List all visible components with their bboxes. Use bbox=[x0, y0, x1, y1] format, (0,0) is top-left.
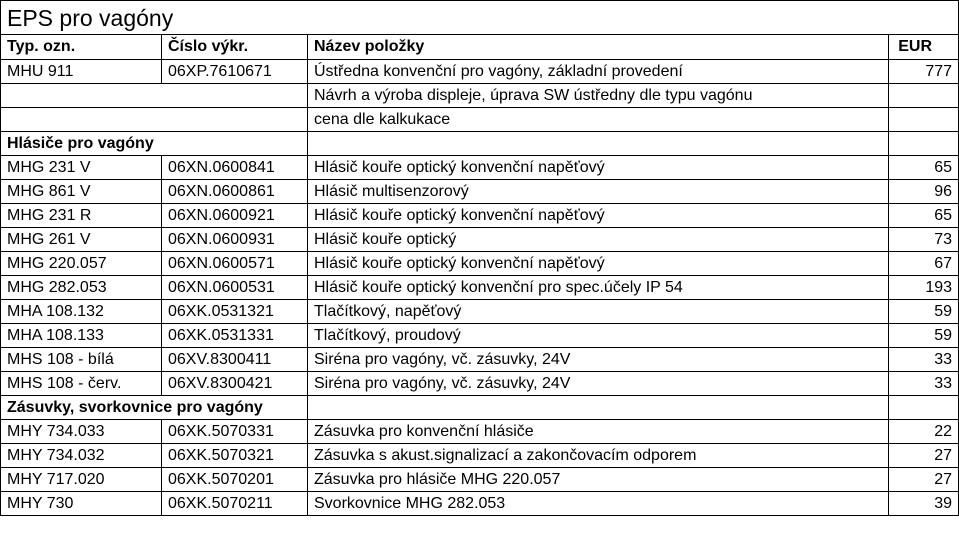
cell-price: 65 bbox=[889, 204, 959, 228]
table-row bbox=[1, 300, 959, 324]
table-row bbox=[1, 228, 959, 252]
cell-price: 193 bbox=[889, 276, 959, 300]
table-row bbox=[1, 324, 959, 348]
cell-empty bbox=[1, 108, 162, 132]
header-price: EUR bbox=[889, 35, 959, 60]
header-drawing: Číslo výkr. bbox=[162, 35, 308, 60]
cell-price: 777 bbox=[889, 60, 959, 84]
cell-price: 33 bbox=[889, 372, 959, 396]
cell-type: MHS 108 - bílá bbox=[1, 348, 162, 372]
cell-name: Hlásič kouře optický bbox=[308, 228, 889, 252]
cell-name: Siréna pro vagóny, vč. zásuvky, 24V bbox=[308, 348, 889, 372]
table-row bbox=[1, 180, 959, 204]
cell-drawing: 06XN.0600921 bbox=[162, 204, 308, 228]
cell-drawing: 06XK.5070211 bbox=[162, 492, 308, 516]
cell-empty bbox=[889, 84, 959, 108]
cell-empty bbox=[308, 132, 889, 156]
cell-name: Hlásič kouře optický konvenční napěťový bbox=[308, 252, 889, 276]
section-row bbox=[1, 132, 959, 156]
cell-name: Tlačítkový, napěťový bbox=[308, 300, 889, 324]
cell-type: MHG 861 V bbox=[1, 180, 162, 204]
header-row bbox=[1, 35, 959, 60]
cell-drawing: 06XK.0531331 bbox=[162, 324, 308, 348]
cell-note: Návrh a výroba displeje, úprava SW ústředny dle typu vagónu bbox=[308, 84, 889, 108]
cell-note: cena dle kalkukace bbox=[308, 108, 889, 132]
cell-drawing: 06XK.0531321 bbox=[162, 300, 308, 324]
cell-price: 22 bbox=[889, 420, 959, 444]
cell-name: Svorkovnice MHG 282.053 bbox=[308, 492, 889, 516]
cell-name: Siréna pro vagóny, vč. zásuvky, 24V bbox=[308, 372, 889, 396]
cell-type: MHG 261 V bbox=[1, 228, 162, 252]
cell-price: 59 bbox=[889, 324, 959, 348]
cell-drawing: 06XV.8300421 bbox=[162, 372, 308, 396]
cell-drawing: 06XK.5070321 bbox=[162, 444, 308, 468]
cell-type: MHY 734.033 bbox=[1, 420, 162, 444]
cell-type: MHY 717.020 bbox=[1, 468, 162, 492]
table-row bbox=[1, 372, 959, 396]
table-row bbox=[1, 156, 959, 180]
cell-drawing: 06XK.5070331 bbox=[162, 420, 308, 444]
cell-name: Tlačítkový, proudový bbox=[308, 324, 889, 348]
header-type: Typ. ozn. bbox=[1, 35, 162, 60]
cell-drawing: 06XN.0600531 bbox=[162, 276, 308, 300]
cell-drawing: 06XN.0600841 bbox=[162, 156, 308, 180]
cell-name: Zásuvka pro konvenční hlásiče bbox=[308, 420, 889, 444]
table-row bbox=[1, 348, 959, 372]
table-row bbox=[1, 252, 959, 276]
cell-type: MHG 231 R bbox=[1, 204, 162, 228]
cell-price: 39 bbox=[889, 492, 959, 516]
cell-type: MHY 730 bbox=[1, 492, 162, 516]
section-row bbox=[1, 396, 959, 420]
cell-drawing: 06XV.8300411 bbox=[162, 348, 308, 372]
cell-price: 27 bbox=[889, 444, 959, 468]
cell-empty bbox=[889, 132, 959, 156]
cell-type: MHU 911 bbox=[1, 60, 162, 84]
cell-empty bbox=[308, 396, 889, 420]
cell-empty bbox=[162, 108, 308, 132]
table-row bbox=[1, 492, 959, 516]
cell-name: Ústředna konvenční pro vagóny, základní provedení bbox=[308, 60, 889, 84]
cell-price: 33 bbox=[889, 348, 959, 372]
cell-price: 73 bbox=[889, 228, 959, 252]
cell-name: Hlásič kouře optický konvenční napěťový bbox=[308, 204, 889, 228]
cell-drawing: 06XK.5070201 bbox=[162, 468, 308, 492]
cell-price: 96 bbox=[889, 180, 959, 204]
cell-price: 65 bbox=[889, 156, 959, 180]
cell-drawing: 06XP.7610671 bbox=[162, 60, 308, 84]
cell-drawing: 06XN.0600861 bbox=[162, 180, 308, 204]
cell-drawing: 06XN.0600931 bbox=[162, 228, 308, 252]
section-title: Hlásiče pro vagóny bbox=[1, 132, 308, 156]
table-row bbox=[1, 276, 959, 300]
title-row bbox=[1, 1, 959, 35]
cell-name: Hlásič kouře optický konvenční napěťový bbox=[308, 156, 889, 180]
cell-type: MHA 108.133 bbox=[1, 324, 162, 348]
table-row bbox=[1, 420, 959, 444]
cell-type: MHG 231 V bbox=[1, 156, 162, 180]
cell-price: 59 bbox=[889, 300, 959, 324]
cell-empty bbox=[1, 84, 162, 108]
note-row bbox=[1, 84, 959, 108]
cell-name: Hlásič kouře optický konvenční pro spec.účely IP 54 bbox=[308, 276, 889, 300]
page-title: EPS pro vagóny bbox=[1, 1, 959, 35]
cell-name: Zásuvka pro hlásiče MHG 220.057 bbox=[308, 468, 889, 492]
cell-drawing: 06XN.0600571 bbox=[162, 252, 308, 276]
cell-price: 27 bbox=[889, 468, 959, 492]
header-name: Název položky bbox=[308, 35, 889, 60]
cell-empty bbox=[889, 396, 959, 420]
cell-type: MHG 220.057 bbox=[1, 252, 162, 276]
table-row bbox=[1, 444, 959, 468]
cell-type: MHA 108.132 bbox=[1, 300, 162, 324]
table-row bbox=[1, 468, 959, 492]
cell-empty bbox=[889, 108, 959, 132]
table-row bbox=[1, 60, 959, 84]
cell-name: Zásuvka s akust.signalizací a zakončovacím odporem bbox=[308, 444, 889, 468]
cell-type: MHG 282.053 bbox=[1, 276, 162, 300]
cell-type: MHY 734.032 bbox=[1, 444, 162, 468]
cell-empty bbox=[162, 84, 308, 108]
price-table-body bbox=[1, 1, 959, 516]
note-row bbox=[1, 108, 959, 132]
cell-type: MHS 108 - červ. bbox=[1, 372, 162, 396]
section-title: Zásuvky, svorkovnice pro vagóny bbox=[1, 396, 308, 420]
cell-price: 67 bbox=[889, 252, 959, 276]
cell-name: Hlásič multisenzorový bbox=[308, 180, 889, 204]
table-row bbox=[1, 204, 959, 228]
